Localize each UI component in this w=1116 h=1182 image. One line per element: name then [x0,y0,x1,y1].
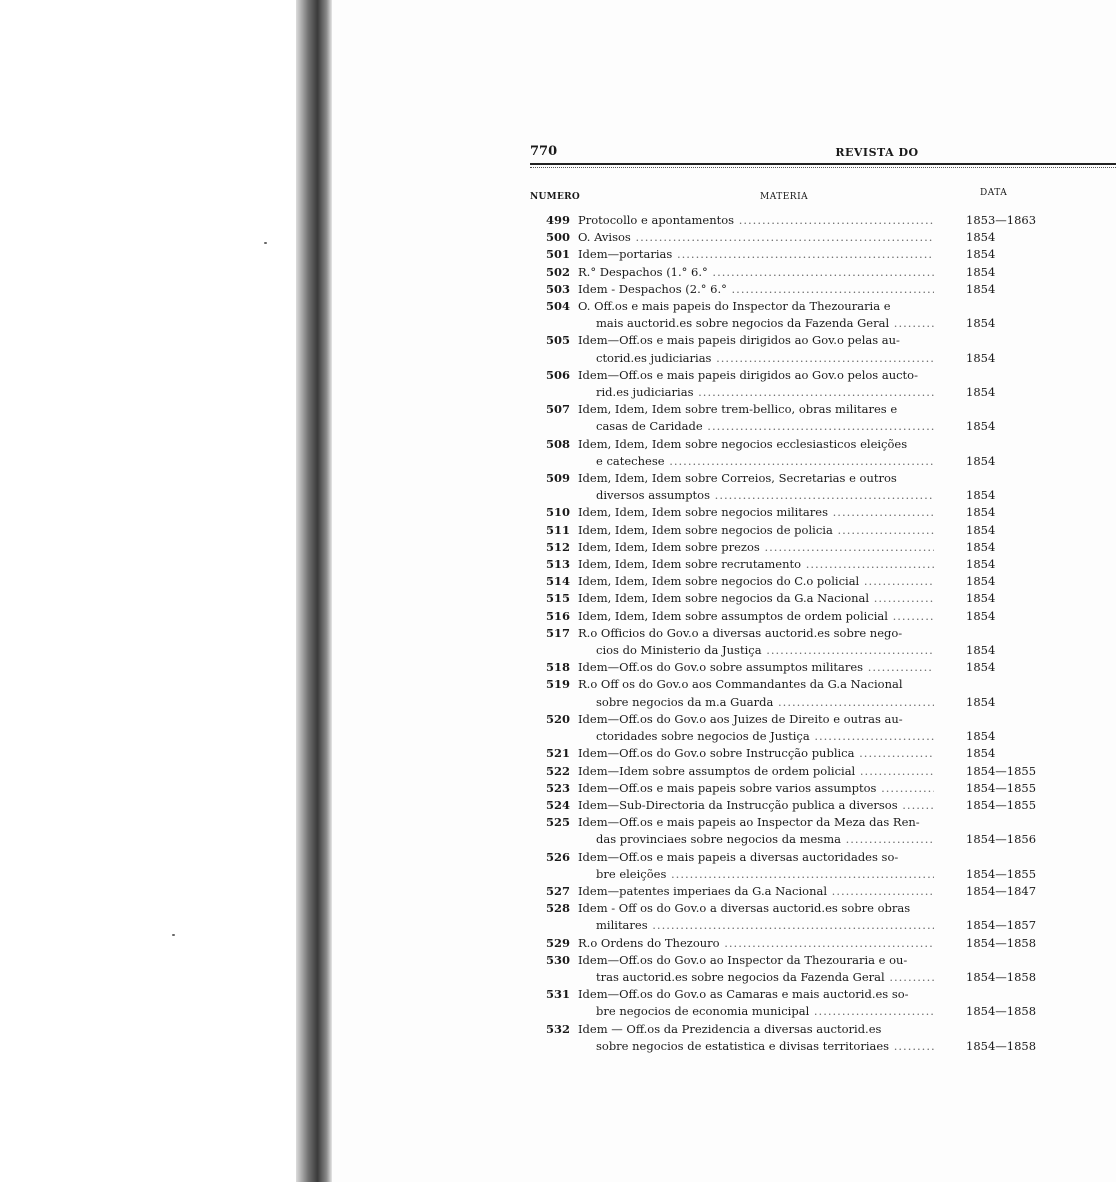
entry-number: 522 [545,763,570,778]
entry-matter-line: R.° Despachos (1.° 6.° ..... [578,264,934,281]
entry-matter-line: bre negocios de economia municipal ..... [578,1003,934,1020]
entry-matter-line: e catechese ..... [578,453,934,470]
entry-date: 1854—1855 [966,866,1037,881]
entry-matter-line: sobre negocios de estatistica e divisas territoriaes ..... [578,1038,934,1055]
entry-date: 1854 [966,247,996,262]
table-row [530,849,1116,883]
entry-matter-line: Idem — Off.os da Prezidencia a diversas auctorid.es [578,1021,882,1036]
entry-matter [578,573,934,590]
entry-number: 526 [545,849,570,864]
entry-matter [578,470,934,504]
entry-matter [578,332,934,366]
entry-date: 1854—1857 [966,918,1037,933]
entry-matter [578,676,934,710]
entry-matter [578,797,934,814]
table-row [530,1021,1116,1055]
table-row [530,814,1116,848]
scan-speck [172,934,175,936]
entry-matter [578,212,934,229]
entry-number: 528 [545,901,570,916]
entry-number: 501 [545,247,570,262]
table-row [530,797,1116,814]
entry-matter [578,539,934,556]
entry-date: 1854 [966,316,996,331]
entry-date: 1854 [966,230,996,245]
entry-date: 1854 [966,660,996,675]
entry-matter-line: Idem—portarias ..... [578,246,934,263]
table-row [530,659,1116,676]
entry-matter-line: Idem, Idem, Idem sobre trem-bellico, obras militares e [578,402,898,417]
entry-matter [578,401,934,435]
entry-matter [578,780,934,797]
entry-matter [578,952,934,986]
entry-number: 514 [545,574,570,589]
entry-matter-line: bre eleições ..... [578,866,934,883]
entry-matter-line: Idem - Despachos (2.° 6.° ..... [578,281,934,298]
entry-matter-line: Protocollo e apontamentos ..... [578,212,934,229]
entry-date: 1854 [966,694,996,709]
entry-number: 515 [545,591,570,606]
entry-number: 499 [545,213,570,227]
entry-matter-line: Idem, Idem, Idem sobre negocios de policia ..... [578,522,934,539]
entry-date: 1854—1847 [966,883,1037,898]
entry-matter-line: Idem—Off.os do Gov.o as Camaras e mais auctorid.es so- [578,987,909,1002]
entry-number: 520 [545,711,570,726]
entry-matter-line: Idem, Idem, Idem sobre negocios da G.a Nacional ..... [578,590,934,607]
entry-matter-line: sobre negocios da m.a Guarda ..... [578,694,934,711]
entry-matter-line: das provinciaes sobre negocios da mesma ..... [578,831,934,848]
entry-matter [578,367,934,401]
entry-matter-line: militares ..... [578,917,934,934]
entry-matter-line: Idem—Off.os e mais papeis a diversas auctoridades so- [578,849,899,864]
entry-number: 504 [545,299,570,314]
table-row [530,264,1116,281]
entry-matter [578,814,934,848]
entry-matter-line: Idem, Idem, Idem sobre negocios ecclesiasticos eleições [578,436,908,451]
entry-date: 1854 [966,264,996,279]
entry-number: 513 [545,557,570,572]
entry-date: 1854—1858 [966,1004,1037,1019]
table-row [530,281,1116,298]
table-row [530,539,1116,556]
table-row [530,883,1116,900]
entry-matter [578,625,934,659]
entry-number: 506 [545,367,570,382]
entry-number: 512 [545,539,570,554]
entry-number: 511 [545,522,570,537]
table-row [530,935,1116,952]
entry-number: 529 [545,935,570,950]
table-row [530,470,1116,504]
entry-number: 525 [545,815,570,830]
entry-number: 503 [545,281,570,296]
column-headers [530,188,1116,204]
entry-date: 1854 [966,281,996,296]
entry-matter-line: Idem, Idem, Idem sobre negocios do C.o policial ..... [578,573,934,590]
entry-matter-line: cios do Ministerio da Justiça ..... [578,642,934,659]
entry-matter [578,436,934,470]
entry-matter-line: tras auctorid.es sobre negocios da Fazenda Geral ..... [578,969,934,986]
entry-matter-line: Idem—Off.os do Gov.o ao Inspector da Thezouraria e ou- [578,952,908,967]
entry-number: 524 [545,797,570,812]
table-row [530,900,1116,934]
entry-matter-line: R.o Ordens do Thezouro ..... [578,935,934,952]
entry-matter-line: Idem, Idem, Idem sobre Correios, Secretarias e outros [578,471,897,486]
entry-date: 1854 [966,591,996,606]
entry-matter [578,590,934,607]
table-row [530,212,1116,229]
column-header-matter: MATERIA [760,192,809,202]
entry-matter-line: rid.es judiciarias ..... [578,384,934,401]
entry-matter-line: Idem—Off.os e mais papeis dirigidos ao Gov.o pelas au- [578,333,900,348]
table-row [530,246,1116,263]
entry-matter [578,264,934,281]
entry-matter [578,745,934,762]
entry-matter-line: Idem—patentes imperiaes da G.a Nacional ..... [578,883,934,900]
entry-matter [578,883,934,900]
entry-matter [578,711,934,745]
entry-matter [578,281,934,298]
column-header-number: NUMERO [530,192,581,202]
entry-date: 1854 [966,608,996,623]
table-row [530,625,1116,659]
entry-matter-line: Idem—Sub-Directoria da Instrucção publica a diversos ..... [578,797,934,814]
entry-number: 519 [545,677,570,692]
page-number: 770 [530,144,558,159]
column-header-date: DATA [980,188,1008,198]
entry-matter [578,986,934,1020]
entry-matter-line: Idem, Idem, Idem sobre prezos ..... [578,539,934,556]
book-gutter [296,0,332,1182]
table-row [530,676,1116,710]
scan-speck [264,242,267,244]
entry-matter-line: R.o Officios do Gov.o a diversas auctorid.es sobre nego- [578,625,903,640]
table-row [530,298,1116,332]
table-row [530,763,1116,780]
entry-number: 508 [545,436,570,451]
entry-date: 1854 [966,574,996,589]
entry-matter-line: Idem—Off.os e mais papeis sobre varios assumptos ..... [578,780,934,797]
book-page [332,0,1116,1182]
entry-matter [578,935,934,952]
entry-matter [578,608,934,625]
entry-matter-line: ctorid.es judiciarias ..... [578,350,934,367]
entry-matter-line: Idem—Idem sobre assumptos de ordem policial ..... [578,763,934,780]
entry-number: 521 [545,746,570,761]
entry-date: 1854—1858 [966,1038,1037,1053]
table-row [530,745,1116,762]
entry-date: 1854—1858 [966,935,1037,950]
entry-date: 1854 [966,746,996,761]
entry-date: 1854—1858 [966,969,1037,984]
entry-date: 1854 [966,488,996,503]
entry-date: 1854 [966,522,996,537]
entry-matter [578,504,934,521]
entry-matter-line: O. Avisos ..... [578,229,934,246]
entry-matter-line: diversos assumptos ..... [578,487,934,504]
table-row [530,504,1116,521]
entry-date: 1854 [966,385,996,400]
entry-matter-line: R.o Off os do Gov.o aos Commandantes da G.a Nacional [578,677,903,692]
running-head: REVISTA DO [835,146,919,159]
table-row [530,780,1116,797]
entry-matter [578,1021,934,1055]
table-row [530,401,1116,435]
entry-date: 1854 [966,539,996,554]
entry-matter-line: Idem—Off.os do Gov.o aos Juizes de Direito e outras au- [578,711,903,726]
entry-matter-line: O. Off.os e mais papeis do Inspector da Thezouraria e [578,299,891,314]
entry-matter [578,849,934,883]
entry-number: 500 [545,230,570,245]
entry-matter [578,659,934,676]
table-row [530,608,1116,625]
entry-number: 532 [545,1021,570,1036]
entry-date: 1854 [966,505,996,520]
entry-date: 1854 [966,453,996,468]
entry-matter-line: Idem, Idem, Idem sobre negocios militares ..... [578,504,934,521]
entry-number: 523 [545,780,570,795]
entry-number: 505 [545,333,570,348]
entry-number: 517 [545,625,570,640]
entry-matter [578,246,934,263]
entry-matter-line: ctoridades sobre negocios de Justiça ..... [578,728,934,745]
entry-date: 1854—1855 [966,780,1037,795]
table-row [530,229,1116,246]
entry-date: 1854—1855 [966,797,1037,812]
entry-date: 1854 [966,643,996,658]
entry-date: 1854 [966,729,996,744]
entry-number: 507 [545,402,570,417]
entry-number: 509 [545,471,570,486]
entry-number: 516 [545,608,570,623]
entry-matter [578,763,934,780]
table-row [530,590,1116,607]
table-row [530,556,1116,573]
entry-matter-line: mais auctorid.es sobre negocios da Fazenda Geral ..... [578,315,934,332]
table-row [530,573,1116,590]
entry-date: 1854—1855 [966,763,1037,778]
page-header [530,144,1116,164]
entry-matter [578,522,934,539]
entry-date: 1854 [966,350,996,365]
header-rule [530,163,1116,168]
entry-date: 1854 [966,557,996,572]
entry-number: 510 [545,505,570,520]
entry-matter-line: Idem, Idem, Idem sobre assumptos de ordem policial ..... [578,608,934,625]
table-row [530,522,1116,539]
entry-matter-line: Idem, Idem, Idem sobre recrutamento ..... [578,556,934,573]
entry-matter [578,298,934,332]
entry-date: 1854—1856 [966,832,1037,847]
table-row [530,436,1116,470]
entry-number: 527 [545,883,570,898]
entry-number: 530 [545,952,570,967]
entry-number: 502 [545,264,570,279]
entry-matter-line: Idem—Off.os e mais papeis dirigidos ao Gov.o pelos aucto- [578,367,918,382]
entry-matter-line: Idem—Off.os do Gov.o sobre assumptos militares ..... [578,659,934,676]
table-row [530,986,1116,1020]
index-table [530,212,1116,1055]
entry-matter-line: Idem—Off.os e mais papeis ao Inspector da Meza das Ren- [578,815,920,830]
entry-matter-line: casas de Caridade ..... [578,418,934,435]
entry-matter-line: Idem—Off.os do Gov.o sobre Instrucção publica ..... [578,745,934,762]
table-row [530,952,1116,986]
entry-matter [578,229,934,246]
entry-number: 531 [545,987,570,1002]
table-row [530,367,1116,401]
table-row [530,711,1116,745]
entry-matter [578,556,934,573]
entry-number: 518 [545,660,570,675]
entry-date: 1854 [966,419,996,434]
entry-matter-line: Idem - Off os do Gov.o a diversas auctorid.es sobre obras [578,901,911,916]
entry-matter [578,900,934,934]
table-row [530,332,1116,366]
entry-date: 1853—1863 [966,213,1037,227]
